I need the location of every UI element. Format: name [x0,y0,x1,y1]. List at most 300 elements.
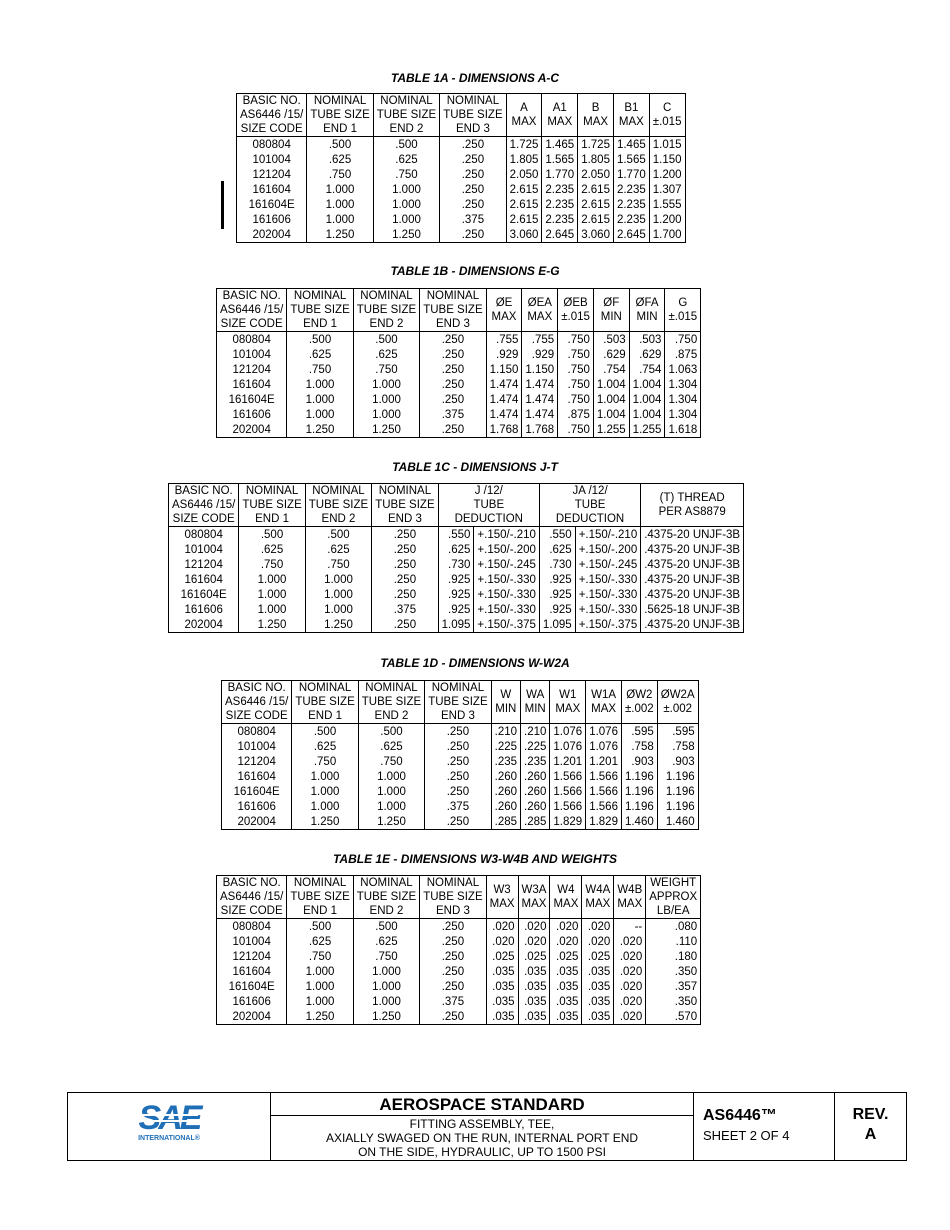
table-cell: 1.768 [522,422,558,438]
table-cell: 1.150 [522,362,558,377]
table-cell: .235 [491,754,520,769]
table-cell: .750 [558,332,594,348]
header-line: W1A [591,689,617,701]
column-header [217,289,287,332]
table-row [169,527,744,543]
table-cell: .020 [614,964,646,979]
table-cell: 161604E [217,392,287,407]
header-row [222,681,699,724]
header-line: BASIC NO. [242,95,301,107]
header-line: (T) THREAD [659,492,725,504]
header-line: TUBE SIZE [308,499,369,511]
table-cell: 101004 [217,347,287,362]
table-cell: .755 [486,332,522,348]
logo-cell [68,1093,271,1160]
column-header [578,94,614,137]
table-cell: .625 [353,934,419,949]
table-cell: +.150/-.330 [474,587,540,602]
table-cell: 1.250 [373,227,439,243]
table-cell: 1.474 [522,377,558,392]
table-cell: 1.770 [613,167,649,182]
table-row [222,754,699,769]
table-cell: 1.000 [239,602,305,617]
table-cell: .750 [305,557,371,572]
table-cell: 1.000 [305,587,371,602]
table-cell: .750 [358,754,424,769]
header-line: TUBE SIZE [295,696,355,708]
table-row [222,799,699,814]
table-cell: 1.474 [486,392,522,407]
table-1e-title: TABLE 1E - DIMENSIONS W3-W4B AND WEIGHTS [332,852,617,866]
table-cell: 1.566 [550,769,586,784]
header-line: W4A [585,884,611,896]
table-cell: 1.201 [550,754,586,769]
column-header [222,681,292,724]
table-cell: .250 [420,979,486,994]
rev-label: REV. [852,1106,889,1123]
table-cell: .750 [353,362,419,377]
column-header [539,484,640,527]
table-cell: .250 [420,377,486,392]
table-cell: .250 [425,814,491,830]
table-cell: .500 [358,724,424,740]
header-line: W3 [493,884,511,896]
sae-logo-icon [68,1093,270,1160]
column-header [217,876,287,919]
table-cell: .250 [440,182,506,197]
table-cell: .035 [550,964,582,979]
table-cell: 1.250 [307,227,373,243]
table-cell: 1.200 [649,167,685,182]
table-row [237,227,686,243]
table-cell: 2.235 [542,212,578,227]
column-header [358,681,424,724]
table-cell: 1.000 [287,964,353,979]
table-cell: .625 [358,739,424,754]
table-cell: 2.615 [506,197,542,212]
header-line: AS6446 /15/ [172,499,236,511]
header-line: MAX [489,898,515,910]
table-cell: .020 [518,934,550,949]
header-line: MAX [555,703,581,715]
table-cell: 1.076 [550,724,586,740]
table-cell: 1.250 [292,814,358,830]
header-line: END 3 [455,123,490,135]
table-cell: .110 [646,934,701,949]
column-header [486,289,522,332]
table-cell: .500 [239,527,305,543]
header-line: W4B [617,884,643,896]
table-cell: .925 [539,602,575,617]
header-line: MAX [511,116,537,128]
doc-number-cell [694,1093,835,1160]
header-line: LB/EA [656,905,690,917]
table-cell: .260 [491,799,520,814]
table-row [217,347,701,362]
table-cell: 121204 [169,557,239,572]
table-cell: .750 [292,754,358,769]
table-cell: 1.000 [373,182,439,197]
table-cell: .500 [287,919,353,935]
table-cell: .500 [353,332,419,348]
header-line: TUBE SIZE [423,891,483,903]
table-cell: .180 [646,949,701,964]
column-header [420,876,486,919]
table-cell: .625 [353,347,419,362]
header-line: DEDUCTION [454,513,523,525]
column-header [491,681,520,724]
table-cell: 1.000 [287,979,353,994]
header-line: END 2 [369,905,404,917]
header-line: MAX [618,116,644,128]
table-1d-title: TABLE 1D - DIMENSIONS W-W2A [380,656,570,670]
header-line: TUBE SIZE [375,499,435,511]
table-cell: 1.829 [586,814,622,830]
table-cell: 1.250 [239,617,305,633]
header-line: NOMINAL [293,290,347,302]
header-line: MAX [491,311,517,323]
table-row [217,964,701,979]
table-cell: .595 [621,724,657,740]
table-cell: 202004 [237,227,307,243]
subtitle-line: ON THE SIDE, HYDRAULIC, UP TO 1500 PSI [358,1145,606,1159]
table-cell: .035 [550,994,582,1009]
table-cell: -- [614,919,646,935]
table-cell: 1.829 [550,814,586,830]
table-cell: .250 [420,1009,486,1025]
table-row [217,994,701,1009]
table-row [217,934,701,949]
table-cell: 1.004 [629,377,665,392]
table-cell: .250 [420,919,486,935]
table-cell: .625 [307,152,373,167]
table-cell: 1.618 [665,422,701,438]
table-cell: .754 [593,362,629,377]
table-cell: 1.004 [629,392,665,407]
table-row [169,557,744,572]
table-cell: 2.235 [613,197,649,212]
header-line: J /12/ [474,485,503,497]
header-line: NOMINAL [446,95,500,107]
table-cell: 101004 [169,542,239,557]
table-cell: 2.235 [542,197,578,212]
table-cell: 080804 [217,332,287,348]
column-header [438,484,539,527]
table-cell: +.150/-.330 [474,572,540,587]
table-cell: .550 [438,527,474,543]
header-line: NOMINAL [298,682,352,694]
header-line: END 2 [369,318,404,330]
table-cell: 1.474 [486,377,522,392]
table-cell: 1.000 [353,392,419,407]
table-cell: .503 [593,332,629,348]
header-line: BASIC NO. [174,485,233,497]
table-row [222,769,699,784]
table-1b [216,288,701,438]
table-cell: .020 [486,934,518,949]
table-cell: .750 [558,392,594,407]
table-cell: 1.004 [593,407,629,422]
table-cell: 1.250 [353,1009,419,1025]
column-header [621,681,657,724]
table-1e [216,875,701,1025]
table-cell: .625 [292,739,358,754]
table-1c [168,483,744,633]
header-line: END 3 [435,318,470,330]
column-header [305,484,371,527]
table-cell: .4375-20 UNJF-3B [641,617,744,633]
table-cell: .4375-20 UNJF-3B [641,557,744,572]
table-cell: 3.060 [506,227,542,243]
table-cell: 1.805 [578,152,614,167]
header-line: NOMINAL [378,485,432,497]
header-line: MAX [583,116,609,128]
table-cell: 2.235 [613,182,649,197]
header-line: MAX [617,898,643,910]
table-cell: 1.196 [621,769,657,784]
table-cell: +.150/-.210 [474,527,540,543]
table-cell: .035 [582,994,614,1009]
header-line: AS6446 /15/ [220,304,284,316]
column-header [646,876,701,919]
table-cell: 1.000 [292,784,358,799]
header-line: END 2 [389,123,424,135]
table-cell: .750 [665,332,701,348]
table-row [222,814,699,830]
column-header [657,681,698,724]
table-cell: .250 [420,949,486,964]
table-cell: .250 [420,362,486,377]
table-cell: .250 [372,572,438,587]
table-cell: .625 [305,542,371,557]
table-cell: .758 [621,739,657,754]
table-cell: .625 [287,347,353,362]
table-cell: .250 [425,724,491,740]
column-header [353,876,419,919]
column-header [292,681,358,724]
table-cell: .929 [486,347,522,362]
table-cell: .225 [521,739,550,754]
header-line: MIN [600,311,622,323]
column-header [550,876,582,919]
table-cell: 2.050 [578,167,614,182]
table-cell: .903 [657,754,698,769]
table-cell: .020 [582,919,614,935]
table-cell: 1.000 [353,964,419,979]
table-cell: 1.196 [621,799,657,814]
table-cell: 161604 [217,377,287,392]
table-row [222,724,699,740]
table-cell: .260 [491,784,520,799]
table-cell: .629 [593,347,629,362]
table-cell: .250 [425,739,491,754]
table-cell: .020 [614,994,646,1009]
table-cell: 161604E [237,197,307,212]
table-cell: .750 [558,422,594,438]
header-line: NOMINAL [431,682,485,694]
table-cell: 1.201 [586,754,622,769]
header-row [217,289,701,332]
header-line: ±.002 [663,703,693,715]
table-cell: .875 [558,407,594,422]
header-line: AS6446 /15/ [220,891,284,903]
table-cell: .020 [518,919,550,935]
table-cell: 121204 [217,949,287,964]
table-cell: .375 [420,994,486,1009]
table-cell: .250 [420,347,486,362]
table-cell: 202004 [169,617,239,633]
table-cell: 1.000 [287,392,353,407]
table-cell: 2.615 [578,182,614,197]
table-cell: 1.076 [586,724,622,740]
table-cell: .250 [425,769,491,784]
column-header [641,484,744,527]
table-cell: 1.200 [649,212,685,227]
table-cell: .210 [491,724,520,740]
table-cell: 1.000 [287,407,353,422]
table-cell: .350 [646,994,701,1009]
table-cell: .903 [621,754,657,769]
header-row [237,94,686,137]
table-cell: .925 [539,572,575,587]
table-cell: 1.000 [373,212,439,227]
table-row [237,182,686,197]
table-cell: .020 [486,919,518,935]
rev-value: A [864,1126,877,1143]
header-line: NOMINAL [293,877,347,889]
table-cell: .750 [239,557,305,572]
table-cell: .375 [425,799,491,814]
table-cell: 1.196 [657,784,698,799]
table-cell: 080804 [237,137,307,153]
header-line: W1 [559,689,577,701]
column-header [550,681,586,724]
table-cell: +.150/-.375 [575,617,641,633]
table-cell: .375 [420,407,486,422]
table-cell: .250 [420,422,486,438]
table-row [169,587,744,602]
table-cell: 1.000 [292,799,358,814]
header-line: DEDUCTION [555,513,625,525]
table-cell: .4375-20 UNJF-3B [641,587,744,602]
table-cell: 1.565 [613,152,649,167]
table-cell: 1.465 [613,137,649,153]
table-cell: 1.566 [550,784,586,799]
table-cell: 1.196 [621,784,657,799]
table-cell: +.150/-.245 [474,557,540,572]
table-1b-title: TABLE 1B - DIMENSIONS E-G [390,264,560,278]
header-line: MIN [524,703,546,715]
table-cell: .020 [614,934,646,949]
table-cell: 161606 [217,994,287,1009]
header-line: W [500,689,512,701]
table-row [169,602,744,617]
title-block [67,1092,907,1161]
table-cell: 1.250 [358,814,424,830]
header-line: NOMINAL [360,290,413,302]
header-line: MAX [521,898,547,910]
table-cell: 1.555 [649,197,685,212]
svg-text:SAE: SAE [138,1099,200,1137]
header-line: NOMINAL [426,877,480,889]
column-header [613,94,649,137]
document-subtitle [271,1116,693,1159]
header-line: MAX [585,898,611,910]
table-cell: .750 [307,167,373,182]
table-cell: .285 [491,814,520,830]
table-row [222,739,699,754]
table-cell: +.150/-.330 [575,587,641,602]
table-cell: 1.095 [539,617,575,633]
table-cell: 2.050 [506,167,542,182]
table-row [222,784,699,799]
header-line: END 1 [303,905,337,917]
table-cell: +.150/-.330 [575,602,641,617]
table-cell: 1.770 [542,167,578,182]
header-line: WEIGHT [650,877,697,889]
header-line: MAX [591,703,617,715]
table-cell: 2.235 [542,182,578,197]
table-cell: 1.465 [542,137,578,153]
header-line: AS6446 /15/ [240,109,304,121]
table-row [237,152,686,167]
table-cell: 1.725 [578,137,614,153]
table-cell: .625 [239,542,305,557]
table-row [169,542,744,557]
table-cell: .357 [646,979,701,994]
table-row [237,137,686,153]
table-1a [236,93,686,243]
table-cell: .260 [521,784,550,799]
header-line: TUBE SIZE [376,109,437,121]
table-cell: 1.000 [305,572,371,587]
table-cell: 202004 [217,422,287,438]
table-cell: .625 [373,152,439,167]
table-cell: .250 [420,934,486,949]
table-cell: +.150/-.330 [575,572,641,587]
header-line: C [662,102,672,114]
table-cell: 2.645 [613,227,649,243]
column-header [425,681,491,724]
table-cell: .929 [522,347,558,362]
table-cell: 2.645 [542,227,578,243]
table-cell: +.150/-.375 [474,617,540,633]
table-cell: 1.000 [239,587,305,602]
table-cell: .500 [292,724,358,740]
table-1c-title: TABLE 1C - DIMENSIONS J-T [392,460,558,474]
table-cell: .225 [491,739,520,754]
column-header [521,681,550,724]
table-cell: .375 [372,602,438,617]
table-row [217,949,701,964]
table-cell: 080804 [222,724,292,740]
svg-text:INTERNATIONAL®: INTERNATIONAL® [138,1135,200,1142]
column-header [353,289,419,332]
table-cell: .250 [372,557,438,572]
table-cell: .250 [420,332,486,348]
subtitle-line: FITTING ASSEMBLY, TEE, [409,1117,555,1131]
table-row [217,332,701,348]
subtitle-line: AXIALLY SWAGED ON THE RUN, INTERNAL PORT END [325,1131,639,1145]
table-cell: 1.063 [665,362,701,377]
table-cell: .925 [539,587,575,602]
header-line: ØF [603,297,620,309]
table-cell: 1.000 [358,784,424,799]
table-cell: 2.615 [578,197,614,212]
table-cell: .035 [582,979,614,994]
table-row [217,362,701,377]
table-cell: 1.566 [586,784,622,799]
